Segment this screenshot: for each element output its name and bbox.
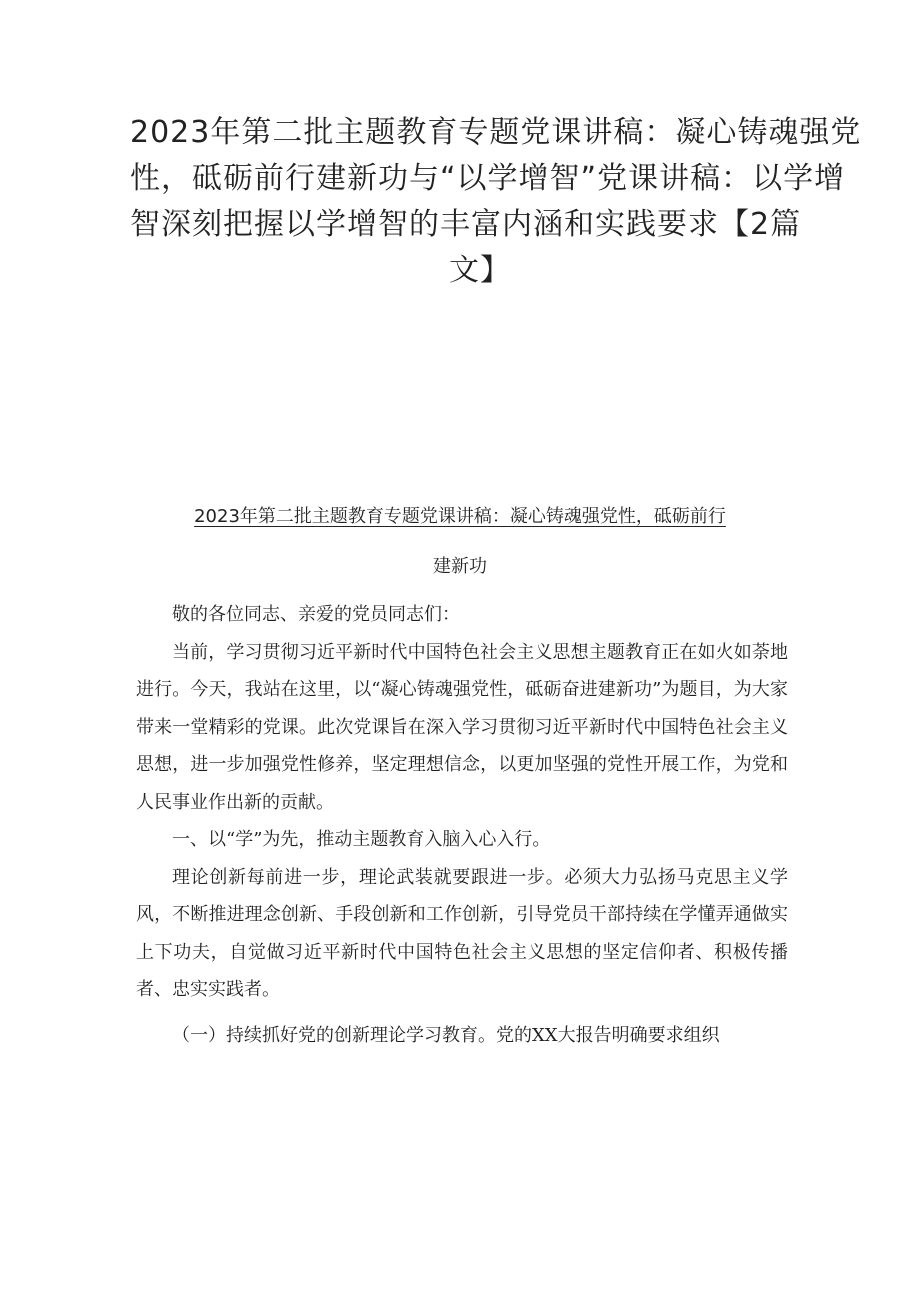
document-title-line: 智深刻把握以学增智的丰富内涵和实践要求【2篇 bbox=[130, 207, 802, 242]
body-paragraph: 当前，学习贯彻习近平新时代中国特色社会主义思想主题教育正在如火如荼地进行。今天，我站在这里，以“凝心铸魂强党性，砥砺奋进建新功”为题目，为大家带来一堂精彩的党课。此次党课旨在深入学习贯彻习近平新时代中国特色社会主义思想，进一步加强党性修养，坚定理想信念，以更加坚强的党性开展工作，为党和人民事业作出新的贡献。 bbox=[136, 641, 788, 813]
document-title-line: 性，砥砺前行建新功与“以学增智”党课讲稿：以学增 bbox=[130, 161, 846, 196]
article-title-line: 建新功 bbox=[433, 556, 487, 577]
body-paragraph: 理论创新每前进一步，理论武装就要跟进一步。必须大力弘扬马克思主义学风，不断推进理念创新、手段创新和工作创新，引导党员干部持续在学懂弄通做实上下功夫，自觉做习近平新时代中国特色社会主义思想的坚定信仰者、积极传播者、忠实实践者。 bbox=[136, 866, 788, 1000]
document-title-line: 文】 bbox=[449, 253, 511, 288]
document-title bbox=[130, 110, 862, 294]
article-title-line: 2023年第二批主题教育专题党课讲稿：凝心铸魂强党性，砥砺前行 bbox=[194, 506, 726, 527]
article-body bbox=[136, 596, 788, 1054]
subsection-paragraph: （一）持续抓好党的创新理论学习教育。党的XX大报告明确要求组织 bbox=[172, 1024, 720, 1046]
document-title-line: 2023年第二批主题教育专题党课讲稿：凝心铸魂强党 bbox=[130, 115, 862, 150]
salutation-paragraph: 敬的各位同志、亲爱的党员同志们： bbox=[172, 604, 460, 625]
section-heading: 一、以“学”为先，推动主题教育入脑入心入行。 bbox=[172, 829, 551, 850]
